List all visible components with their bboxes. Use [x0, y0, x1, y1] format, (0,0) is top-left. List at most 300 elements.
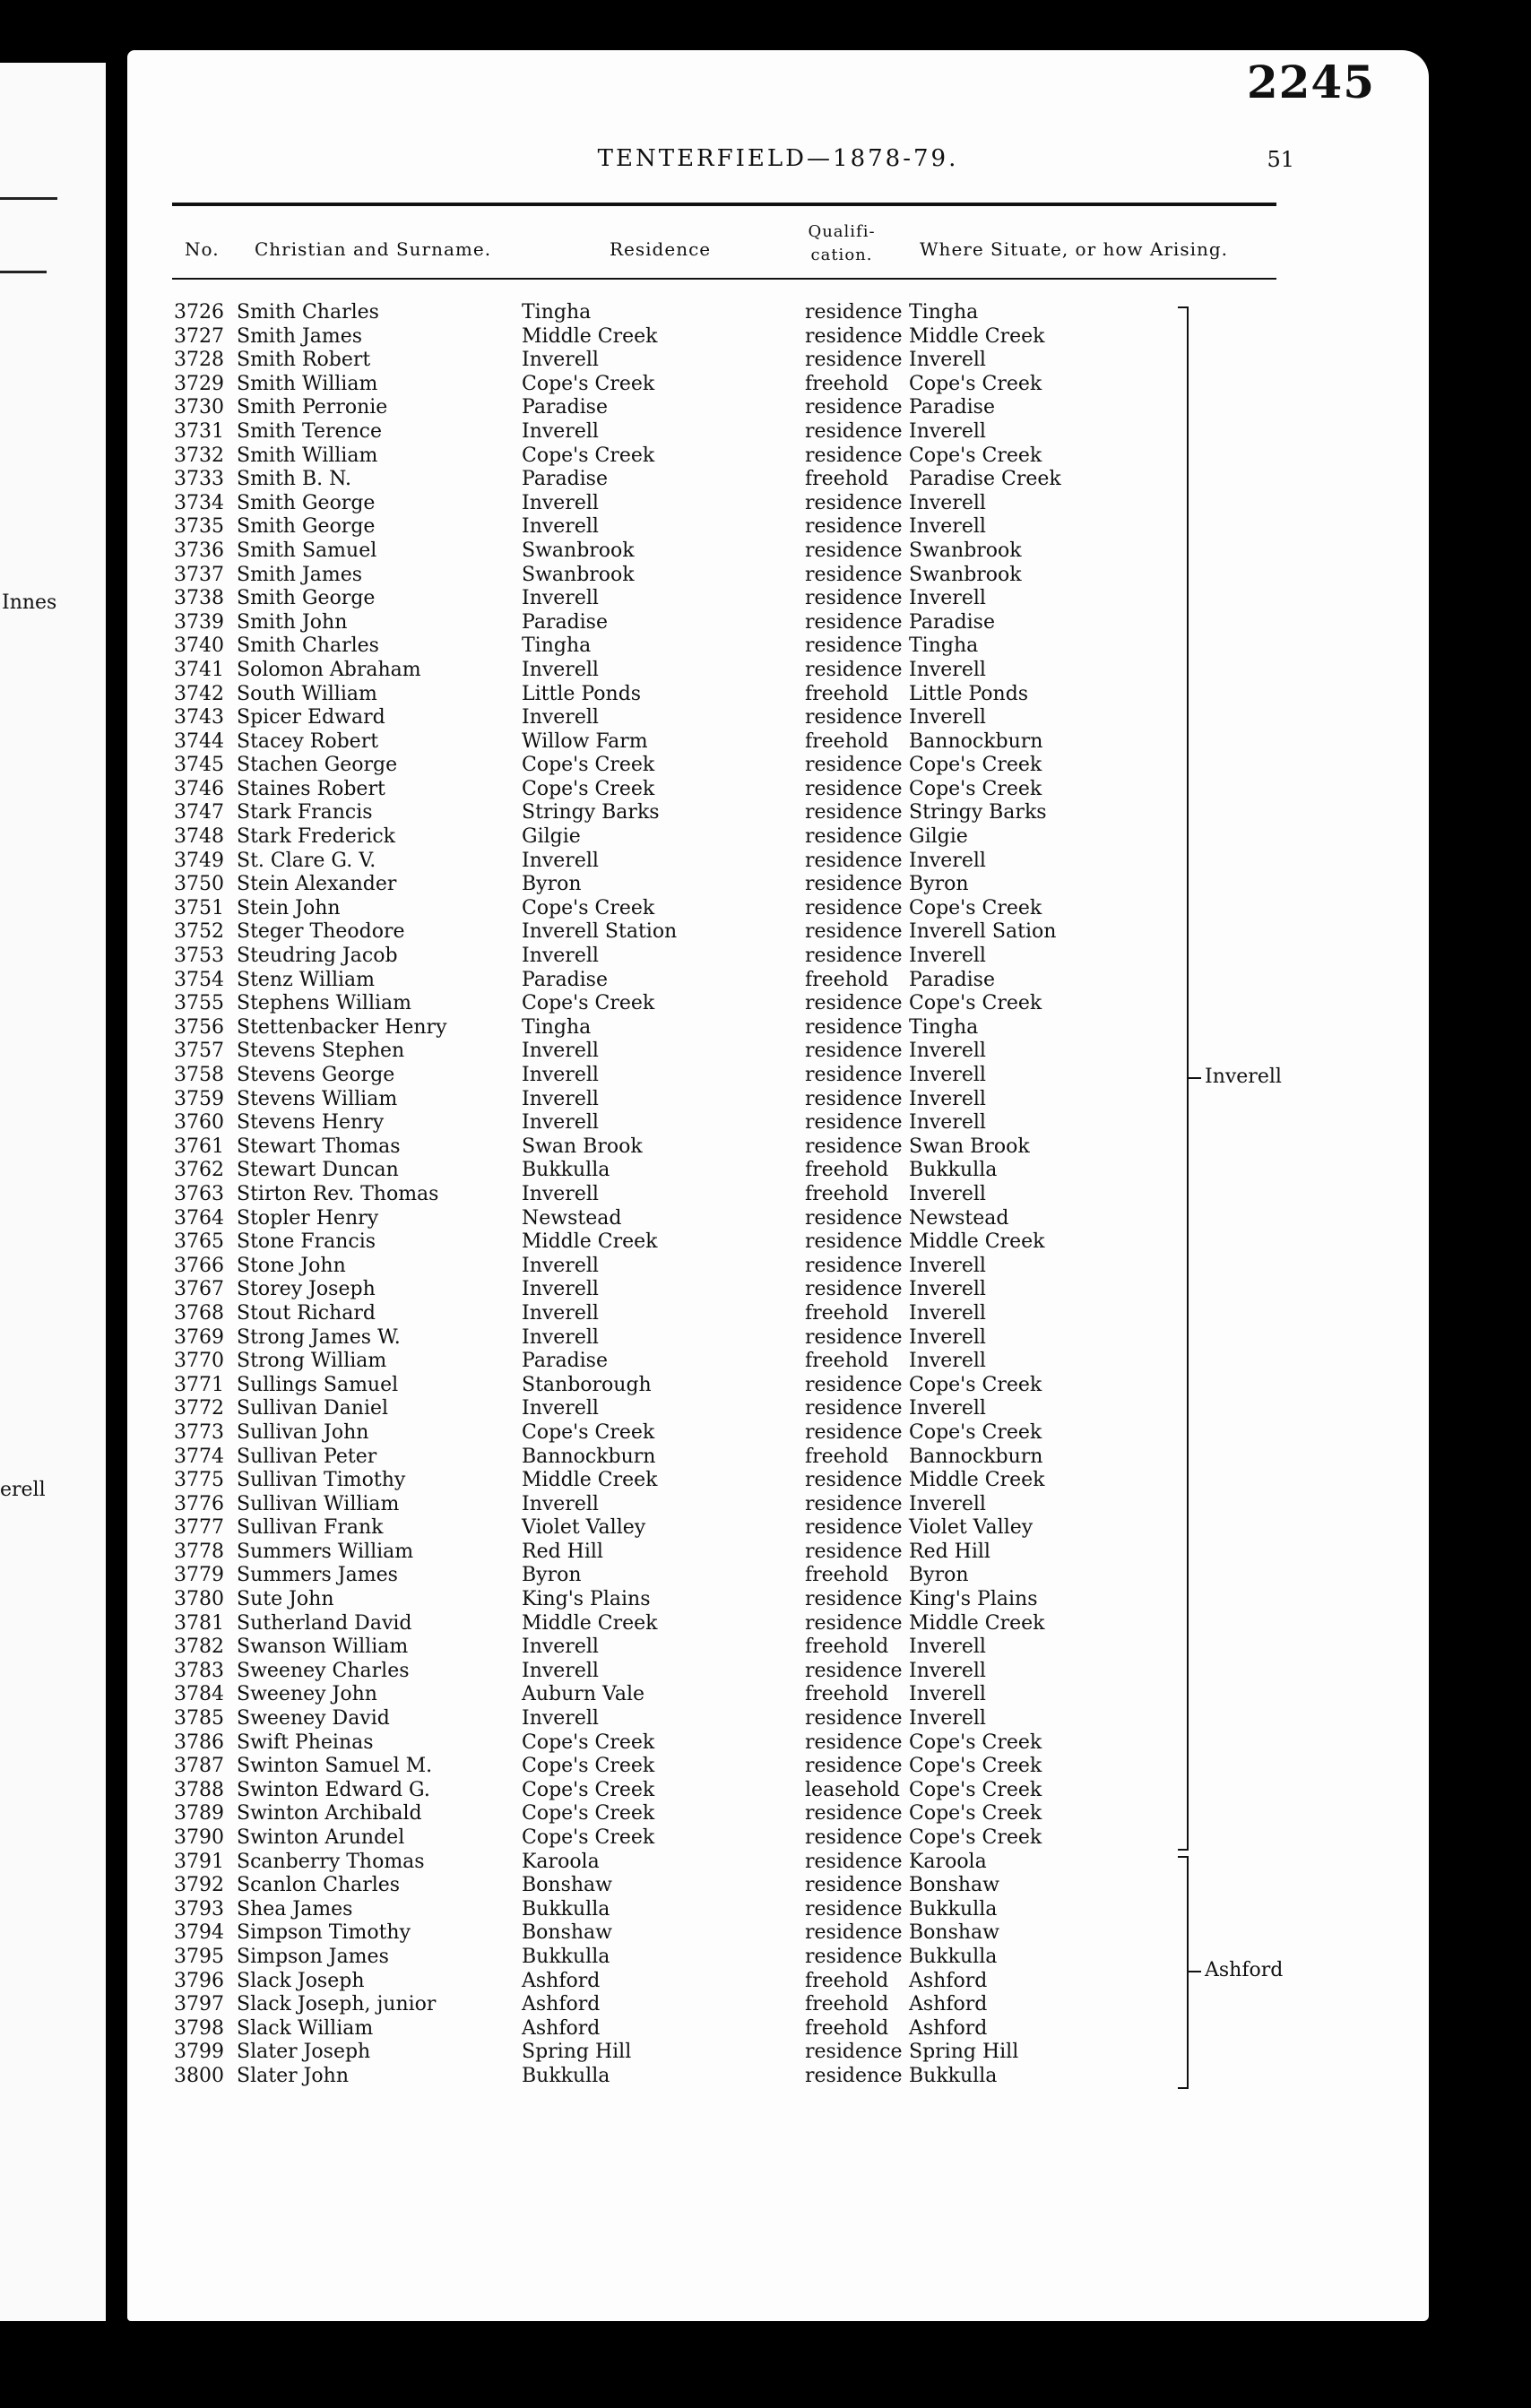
qualification: residence [805, 2064, 903, 2087]
entry-number: 3729 [174, 372, 224, 395]
property-location: Little Ponds [909, 682, 1029, 705]
register-page [127, 50, 1429, 2321]
qualification: residence [805, 1730, 903, 1754]
property-location: Karoola [909, 1850, 987, 1873]
qualification: freehold [805, 468, 889, 491]
elector-name: Simpson James [237, 1945, 389, 1968]
qualification: residence [805, 1278, 903, 1301]
table-row [127, 1683, 1293, 1707]
qualification: residence [805, 419, 903, 443]
elector-name: Storey Joseph [237, 1278, 376, 1301]
qualification: residence [805, 658, 903, 681]
elector-name: Stirton Rev. Thomas [237, 1182, 439, 1205]
elector-name: Strong James W. [237, 1325, 401, 1349]
property-location: Paradise [909, 968, 995, 991]
entry-number: 3778 [174, 1540, 224, 1563]
register-table [127, 301, 1293, 2089]
table-row [127, 1111, 1293, 1135]
entry-number: 3783 [174, 1659, 224, 1682]
entry-number: 3750 [174, 873, 224, 896]
qualification: freehold [805, 1969, 889, 1992]
qualification: residence [805, 754, 903, 777]
entry-number: 3762 [174, 1159, 224, 1182]
table-row [127, 515, 1293, 539]
property-location: Inverell Sation [909, 920, 1057, 944]
qualification: residence [805, 1897, 903, 1920]
qualification: residence [805, 1516, 903, 1540]
table-row [127, 1350, 1293, 1374]
qualification: residence [805, 1254, 903, 1277]
table-row [127, 1493, 1293, 1517]
entry-number: 3751 [174, 896, 224, 919]
qualification: residence [805, 873, 903, 896]
elector-name: Shea James [237, 1897, 353, 1920]
table-row [127, 1207, 1293, 1231]
qualification: residence [805, 1707, 903, 1730]
elector-name: Stone John [237, 1254, 346, 1277]
table-row [127, 301, 1293, 325]
property-location: Inverell [909, 658, 986, 681]
elector-name: Sutherland David [237, 1611, 412, 1635]
elector-name: Smith Terence [237, 419, 383, 443]
elector-name: Smith Perronie [237, 396, 388, 419]
qualification: residence [805, 1755, 903, 1778]
elector-name: Steger Theodore [237, 920, 405, 944]
qualification: residence [805, 301, 903, 324]
elector-name: Stachen George [237, 754, 398, 777]
elector-name: Stacey Robert [237, 729, 379, 753]
qualification: residence [805, 896, 903, 919]
table-row [127, 1731, 1293, 1756]
qualification: freehold [805, 1993, 889, 2016]
prev-page-fragment: Innes [2, 591, 57, 614]
property-location: Inverell [909, 1087, 986, 1110]
residence: Ashford [522, 1969, 601, 1992]
qualification: residence [805, 539, 903, 562]
qualification: residence [805, 610, 903, 634]
elector-name: Smith William [237, 444, 378, 467]
residence: Cope's Creek [522, 992, 655, 1015]
entry-number: 3796 [174, 1969, 224, 1992]
elector-name: Smith Robert [237, 349, 371, 372]
entry-number: 3795 [174, 1945, 224, 1968]
qualification: residence [805, 1420, 903, 1444]
table-row [127, 1230, 1293, 1255]
qualification: residence [805, 563, 903, 586]
entry-number: 3789 [174, 1802, 224, 1825]
property-location: Middle Creek [909, 1469, 1045, 1492]
elector-name: Smith Charles [237, 301, 379, 324]
qualification: residence [805, 587, 903, 610]
entry-number: 3779 [174, 1564, 224, 1587]
entry-number: 3773 [174, 1420, 224, 1444]
entry-number: 3774 [174, 1445, 224, 1468]
table-row [127, 850, 1293, 874]
property-location: Inverell [909, 419, 986, 443]
table-row [127, 1064, 1293, 1088]
elector-name: Swift Pheinas [237, 1730, 374, 1754]
table-row [127, 2065, 1293, 2089]
table-row [127, 349, 1293, 373]
elector-name: Simpson Timothy [237, 1921, 411, 1945]
entry-number: 3737 [174, 563, 224, 586]
qualification: freehold [805, 1159, 889, 1182]
elector-name: Sweeney Charles [237, 1659, 410, 1682]
entry-number: 3763 [174, 1182, 224, 1205]
entry-number: 3786 [174, 1730, 224, 1754]
elector-name: Sweeney John [237, 1683, 377, 1706]
residence: Inverell [522, 1040, 599, 1063]
property-location: Bannockburn [909, 729, 1043, 753]
entry-number: 3744 [174, 729, 224, 753]
residence: Bonshaw [522, 1874, 612, 1897]
entry-number: 3736 [174, 539, 224, 562]
elector-name: Stenz William [237, 968, 376, 991]
entry-number: 3731 [174, 419, 224, 443]
entry-number: 3799 [174, 2041, 224, 2064]
residence: Bukkulla [522, 1897, 610, 1920]
elector-name: Sweeney David [237, 1707, 390, 1730]
property-location: Cope's Creek [909, 1755, 1042, 1778]
property-location: Spring Hill [909, 2041, 1019, 2064]
elector-name: Smith B. N. [237, 468, 351, 491]
property-location: Swanbrook [909, 563, 1022, 586]
entry-number: 3748 [174, 825, 224, 849]
residence: Cope's Creek [522, 777, 655, 800]
entry-number: 3754 [174, 968, 224, 991]
group-bracket-ashford [1178, 1856, 1189, 2089]
entry-number: 3788 [174, 1778, 224, 1801]
elector-name: Staines Robert [237, 777, 385, 800]
residence: Swanbrook [522, 563, 635, 586]
table-row [127, 1016, 1293, 1040]
residence: Inverell [522, 1659, 599, 1682]
elector-name: Swinton Samuel M. [237, 1755, 433, 1778]
residence: Inverell [522, 349, 599, 372]
table-row [127, 730, 1293, 755]
property-location: Middle Creek [909, 324, 1045, 348]
elector-name: Smith Samuel [237, 539, 377, 562]
entry-number: 3790 [174, 1826, 224, 1849]
residence: Inverell [522, 1278, 599, 1301]
elector-name: Swinton Edward G. [237, 1778, 430, 1801]
elector-name: Sullivan William [237, 1492, 400, 1515]
property-location: Inverell [909, 849, 986, 872]
column-header-residence: Residence [610, 238, 712, 260]
header-rule-bottom [172, 278, 1276, 280]
property-location: Inverell [909, 1707, 986, 1730]
elector-name: Sute John [237, 1588, 334, 1611]
qualification: residence [805, 396, 903, 419]
table-row [127, 1564, 1293, 1588]
residence: Little Ponds [522, 682, 642, 705]
residence: Inverell [522, 706, 599, 729]
property-location: Bonshaw [909, 1921, 999, 1945]
qualification: residence [805, 920, 903, 944]
property-location: Inverell [909, 1278, 986, 1301]
property-location: Inverell [909, 1301, 986, 1325]
entry-number: 3733 [174, 468, 224, 491]
property-location: Tingha [909, 301, 979, 324]
qualification: freehold [805, 372, 889, 395]
elector-name: Smith James [237, 324, 363, 348]
qualification: residence [805, 515, 903, 539]
qualification: residence [805, 992, 903, 1015]
residence: Bukkulla [522, 2064, 610, 2087]
elector-name: Sullivan Peter [237, 1445, 377, 1468]
residence: Paradise [522, 468, 608, 491]
property-location: Inverell [909, 515, 986, 539]
entry-number: 3794 [174, 1921, 224, 1945]
residence: Inverell [522, 1707, 599, 1730]
residence: Inverell [522, 1111, 599, 1135]
property-location: Bonshaw [909, 1874, 999, 1897]
qualification: residence [805, 1135, 903, 1158]
table-row [127, 396, 1293, 420]
residence: Ashford [522, 2016, 601, 2040]
table-row [127, 1326, 1293, 1351]
column-header-name: Christian and Surname. [255, 238, 492, 260]
entry-number: 3760 [174, 1111, 224, 1135]
qualification: residence [805, 491, 903, 514]
previous-page-edge [0, 63, 106, 2321]
residence: Paradise [522, 968, 608, 991]
property-location: Newstead [909, 1206, 1009, 1230]
table-row [127, 2017, 1293, 2041]
property-location: Bukkulla [909, 1897, 998, 1920]
entry-number: 3758 [174, 1064, 224, 1086]
entry-number: 3781 [174, 1611, 224, 1635]
residence: Inverell [522, 945, 599, 968]
entry-number: 3753 [174, 945, 224, 968]
elector-name: Sullivan Daniel [237, 1397, 389, 1420]
page-title: TENTERFIELD—1878-79. [597, 145, 959, 172]
elector-name: Scanberry Thomas [237, 1850, 425, 1873]
qualification: freehold [805, 1301, 889, 1325]
qualification: residence [805, 1040, 903, 1063]
qualification: residence [805, 1087, 903, 1110]
elector-name: Swinton Archibald [237, 1802, 422, 1825]
prev-page-rule [0, 197, 57, 200]
table-row [127, 683, 1293, 707]
residence: Gilgie [522, 825, 581, 849]
table-row [127, 634, 1293, 659]
elector-name: Stein Alexander [237, 873, 397, 896]
elector-name: Sullivan Timothy [237, 1469, 406, 1492]
table-row [127, 1970, 1293, 1994]
property-location: Cope's Creek [909, 1802, 1042, 1825]
property-location: Bannockburn [909, 1445, 1043, 1468]
table-row [127, 539, 1293, 564]
qualification: freehold [805, 1683, 889, 1706]
property-location: Paradise [909, 610, 995, 634]
residence: Stanborough [522, 1373, 652, 1396]
qualification: residence [805, 2041, 903, 2064]
residence: Cope's Creek [522, 372, 655, 395]
entry-number: 3784 [174, 1683, 224, 1706]
table-row [127, 801, 1293, 825]
residence: Inverell [522, 1325, 599, 1349]
elector-name: Sullings Samuel [237, 1373, 399, 1396]
entry-number: 3728 [174, 349, 224, 372]
residence: Inverell [522, 491, 599, 514]
qualification: residence [805, 1064, 903, 1086]
property-location: Tingha [909, 1015, 979, 1039]
table-row [127, 778, 1293, 802]
property-location: Cope's Creek [909, 754, 1042, 777]
elector-name: Sullivan Frank [237, 1516, 384, 1540]
table-row [127, 992, 1293, 1016]
entry-number: 3747 [174, 801, 224, 824]
property-location: Cope's Creek [909, 1420, 1042, 1444]
property-location: Inverell [909, 1064, 986, 1086]
entry-number: 3726 [174, 301, 224, 324]
entry-number: 3739 [174, 610, 224, 634]
residence: Middle Creek [522, 1611, 658, 1635]
elector-name: Stewart Thomas [237, 1135, 401, 1158]
residence: Byron [522, 873, 582, 896]
residence: Red Hill [522, 1540, 603, 1563]
qualification: freehold [805, 1182, 889, 1205]
entry-number: 3741 [174, 658, 224, 681]
residence: Paradise [522, 396, 608, 419]
residence: Inverell [522, 1397, 599, 1420]
folio-stamp: 2245 [1246, 56, 1375, 108]
property-location: Inverell [909, 1182, 986, 1205]
residence: Willow Farm [522, 729, 648, 753]
elector-name: Swinton Arundel [237, 1826, 405, 1849]
qualification: residence [805, 945, 903, 968]
table-row [127, 1779, 1293, 1803]
residence: Middle Creek [522, 324, 658, 348]
column-header-where: Where Situate, or how Arising. [920, 238, 1229, 260]
table-row [127, 564, 1293, 588]
residence: Bannockburn [522, 1445, 656, 1468]
qualification: leasehold [805, 1778, 901, 1801]
residence: Stringy Barks [522, 801, 660, 824]
residence: Spring Hill [522, 2041, 632, 2064]
entry-number: 3770 [174, 1350, 224, 1373]
table-row [127, 1421, 1293, 1446]
qualification: residence [805, 849, 903, 872]
residence: Tingha [522, 301, 592, 324]
elector-name: St. Clare G. V. [237, 849, 376, 872]
residence: Cope's Creek [522, 896, 655, 919]
table-row [127, 825, 1293, 850]
property-location: Swanbrook [909, 539, 1022, 562]
qualification: residence [805, 1230, 903, 1254]
table-row [127, 1707, 1293, 1731]
entry-number: 3767 [174, 1278, 224, 1301]
property-location: Byron [909, 1564, 969, 1587]
elector-name: Smith James [237, 563, 363, 586]
property-location: Inverell [909, 587, 986, 610]
table-row [127, 492, 1293, 516]
entry-number: 3732 [174, 444, 224, 467]
entry-number: 3791 [174, 1850, 224, 1873]
table-row [127, 468, 1293, 492]
table-row [127, 420, 1293, 444]
property-location: Inverell [909, 349, 986, 372]
residence: Inverell [522, 587, 599, 610]
qualification: freehold [805, 1564, 889, 1587]
residence: Tingha [522, 1015, 592, 1039]
property-location: Byron [909, 873, 969, 896]
property-location: Cope's Creek [909, 372, 1042, 395]
property-location: Swan Brook [909, 1135, 1030, 1158]
residence: Cope's Creek [522, 1802, 655, 1825]
table-row [127, 920, 1293, 945]
entry-number: 3792 [174, 1874, 224, 1897]
entry-number: 3780 [174, 1588, 224, 1611]
residence: Middle Creek [522, 1230, 658, 1254]
residence: Tingha [522, 634, 592, 658]
entry-number: 3771 [174, 1373, 224, 1396]
entry-number: 3746 [174, 777, 224, 800]
qualification: freehold [805, 729, 889, 753]
property-location: Ashford [909, 1969, 988, 1992]
table-row [127, 897, 1293, 921]
elector-name: Smith Charles [237, 634, 379, 658]
property-location: King's Plains [909, 1588, 1038, 1611]
property-location: Cope's Creek [909, 444, 1042, 467]
header-rule-top [172, 203, 1276, 206]
qualification: residence [805, 1325, 903, 1349]
qualification: residence [805, 1588, 903, 1611]
table-row [127, 2041, 1293, 2065]
group-label-ashford: Ashford [1205, 1959, 1284, 1981]
residence: Violet Valley [522, 1516, 646, 1540]
residence: Cope's Creek [522, 1755, 655, 1778]
group-label-inverell: Inverell [1205, 1065, 1282, 1088]
residence: Inverell [522, 419, 599, 443]
table-row [127, 444, 1293, 469]
qualification: freehold [805, 2016, 889, 2040]
residence: Inverell [522, 849, 599, 872]
entry-number: 3765 [174, 1230, 224, 1254]
property-location: Inverell [909, 1397, 986, 1420]
property-location: Red Hill [909, 1540, 990, 1563]
table-row [127, 1255, 1293, 1279]
elector-name: Stevens George [237, 1064, 395, 1086]
table-row [127, 1802, 1293, 1826]
qualification: residence [805, 1874, 903, 1897]
table-row [127, 1516, 1293, 1541]
elector-name: Slater Joseph [237, 2041, 371, 2064]
column-header-qualification: Qualifi-cation. [808, 222, 876, 264]
elector-name: Sullivan John [237, 1420, 369, 1444]
elector-name: Smith John [237, 610, 348, 634]
property-location: Tingha [909, 634, 979, 658]
elector-name: Smith George [237, 491, 376, 514]
qualification: residence [805, 777, 903, 800]
residence: Karoola [522, 1850, 600, 1873]
entry-number: 3764 [174, 1206, 224, 1230]
elector-name: Slack Joseph [237, 1969, 365, 1992]
property-location: Inverell [909, 1636, 986, 1659]
property-location: Bukkulla [909, 2064, 998, 2087]
qualification: residence [805, 1921, 903, 1945]
property-location: Inverell [909, 1659, 986, 1682]
entry-number: 3756 [174, 1015, 224, 1039]
prev-page-rule [0, 271, 47, 273]
qualification: freehold [805, 1350, 889, 1373]
elector-name: Stettenbacker Henry [237, 1015, 447, 1039]
property-location: Inverell [909, 491, 986, 514]
residence: Inverell [522, 1087, 599, 1110]
elector-name: Spicer Edward [237, 706, 385, 729]
elector-name: Stevens Stephen [237, 1040, 405, 1063]
